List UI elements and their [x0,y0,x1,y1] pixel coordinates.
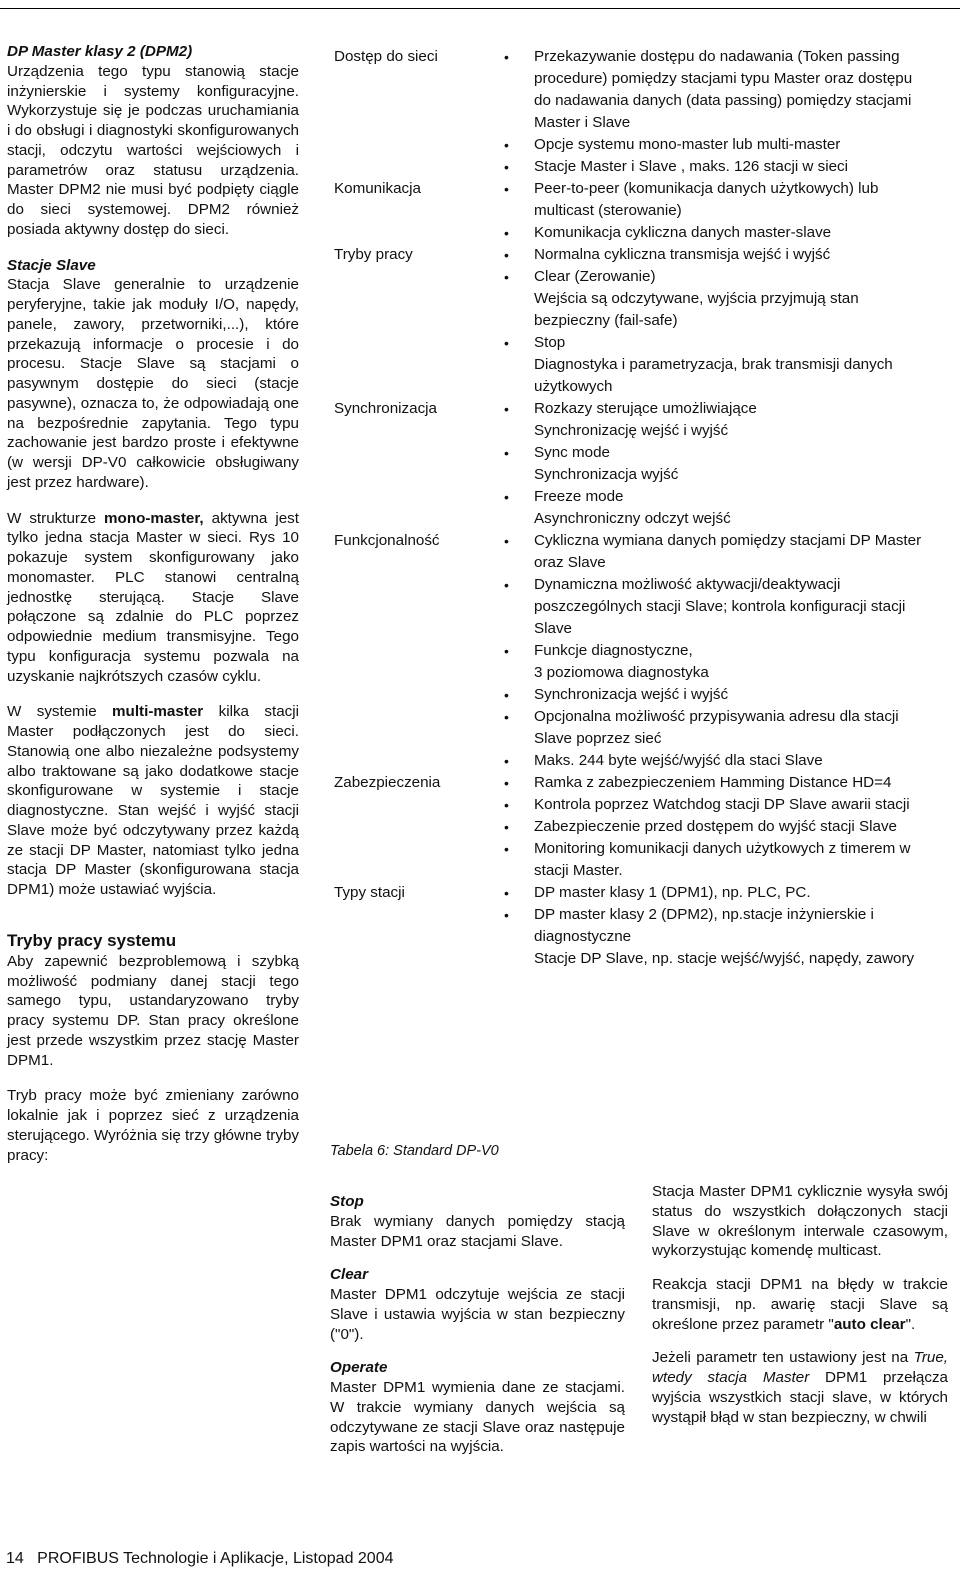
mono-bold: mono-master, [104,509,204,527]
clear-section [330,1265,625,1344]
bullet-icon: • [504,269,509,285]
bullet-subtext: Stacje DP Slave, np. stacje wejść/wyjść, napędy, zawory [534,950,915,967]
footer-text: PROFIBUS Technologie i Aplikacje, Listopad 2004 [37,1550,394,1567]
modes-text1: Aby zapewnić bezproblemową i szybką możliwość podmiany danej stacji tego samego typu, ustandaryzowano tryby pracy systemu DP. Stan pracy określone jest przede wszystkim przez stację Master DPM1. [7,952,299,1069]
spec-bullet-item [492,244,928,266]
right-paragraph-1 [652,1182,948,1261]
spec-items [492,882,928,970]
middle-column [330,1192,625,1471]
spec-bullet-item [492,222,928,244]
mono-post: aktywna jest tylko jedna stacja Master w sieci. Rys 10 pokazuje system skonfigurowany jako monomaster. PLC stanowi centralną jednostkę sterującą. Stacje Slave połączone są zdalnie do PLC poprzez odpowiednie medium transmisyjne. Tego typu konfiguracja systemu pozwala na uzyskanie najkrótszych czasów cyklu. [7,509,299,685]
bullet-icon: • [504,841,509,857]
multi-post: kilka stacji Master podłączonych jest do sieci. Stanowią one albo niezależne podsystemy albo traktowane są jako dodatkowe stacje skonfigurowane w systemie i stacje diagnostyczne. Stan wejść i wyjść stacji Slave może być odczytywany przez każdą ze stacji DP Master, natomiast tylko jedna stacja DP Master (skonfigurowana stacja DPM1) może ustawiać wyjścia. [7,703,299,898]
bullet-text: Ramka z zabezpieczeniem Hamming Distance HD=4 [534,774,892,791]
right-paragraph-3 [652,1348,948,1427]
spec-bullet-item [492,838,928,882]
spec-term: Tryby pracy [334,246,413,263]
left-column [7,42,299,1181]
bullet-subtext: Diagnostyka i parametryzacja, brak transmisji danych użytkowych [534,356,893,395]
dpm2-heading: DP Master klasy 2 (DPM2) [7,43,193,60]
spec-bullet-item [492,794,928,816]
bullet-subtext: Synchronizacja wyjść [534,466,679,483]
right-p2-post: ". [905,1315,916,1333]
bullet-text: Zabezpieczenie przed dostępem do wyjść stacji Slave [534,818,897,835]
bullet-text: Stacje Master i Slave , maks. 126 stacji w sieci [534,158,848,175]
bullet-icon: • [504,401,509,417]
spec-term: Zabezpieczenia [334,774,441,791]
modes-section [7,930,299,1071]
bullet-text: Kontrola poprzez Watchdog stacji DP Slave awarii stacji [534,796,910,813]
bullet-text: Monitoring komunikacji danych użytkowych z timerem w stacji Master. [534,840,911,879]
spec-bullet-item [492,156,928,178]
mono-pre: W strukturze [7,509,105,527]
spec-items [492,244,928,398]
spec-bullet-list [492,178,928,244]
bullet-icon: • [504,819,509,835]
bullet-icon: • [504,335,509,351]
spec-row [334,398,928,530]
bullet-icon: • [504,181,509,197]
operate-heading: Operate [330,1359,388,1377]
spec-bullet-item [492,772,928,794]
spec-bullet-item [492,398,928,442]
right-p1: Stacja Master DPM1 cyklicznie wysyła swój status do wszystkich dołączonych stacji Slave w określonym interwale czasowym, wykorzystując komendę multicast. [652,1183,948,1260]
bullet-text: Maks. 244 byte wejść/wyjść dla staci Slave [534,752,823,769]
spec-bullet-item [492,442,928,486]
stop-section [330,1192,625,1251]
dpm2-text: Urządzenia tego typu stanowią stacje inżynierskie i systemy konfiguracyjne. Wykorzystuje się je podczas uruchamiania i do obsługi i diagnostyki skonfigurowanych stacji, odczytu wartości wejściowych i parametrów oraz statusu urządzenia. Master DPM2 nie musi być podpięty ciągle do sieci systemowej. DPM2 również posiada aktywny dostęp do sieci. [7,62,299,238]
spec-bullet-item [492,640,928,684]
right-p3-italic: True, wtedy stacja Master [652,1349,948,1386]
bullet-icon: • [504,643,509,659]
page-number: 14 [6,1550,24,1567]
bullet-text: Opcje systemu mono-master lub multi-master [534,136,841,153]
spec-row [334,178,928,244]
bullet-icon: • [504,489,509,505]
spec-term: Typy stacji [334,884,405,901]
right-paragraph-2 [652,1275,948,1334]
spec-bullet-item [492,706,928,750]
spec-bullet-list [492,46,928,178]
spec-bullet-item [492,574,928,640]
slave-section [7,256,299,493]
bullet-icon: • [504,533,509,549]
spec-row [334,530,928,772]
bullet-icon: • [504,907,509,923]
bullet-icon: • [504,159,509,175]
bullet-text: Komunikacja cykliczna danych master-slave [534,224,832,241]
operate-section [330,1358,625,1457]
spec-items [492,178,928,244]
spec-row [334,46,928,178]
spec-items [492,46,928,178]
page-footer [6,1549,394,1570]
spec-bullet-list [492,772,928,882]
multi-bold: multi-master [112,703,204,721]
multi-master-paragraph [7,702,299,900]
spec-term: Komunikacja [334,180,421,197]
bullet-subtext: Synchronizację wejść i wyjść [534,422,729,439]
bullet-text: Opcjonalna możliwość przypisywania adresu dla stacji Slave poprzez sieć [534,708,899,747]
top-rule [0,8,960,9]
bullet-icon: • [504,577,509,593]
spec-bullet-item [492,816,928,838]
bullet-icon: • [504,885,509,901]
spec-table-body [334,46,928,970]
spec-bullet-list [492,398,928,530]
spec-bullet-item [492,266,928,332]
bullet-text: Normalna cykliczna transmisja wejść i wyjść [534,246,831,263]
spec-bullet-item [492,178,928,222]
bullet-icon: • [504,753,509,769]
bullet-text: Stop [534,334,566,351]
dpm2-section [7,42,299,240]
bullet-text: Funkcje diagnostyczne, [534,642,693,659]
bullet-text: Sync mode [534,444,610,461]
bullet-text: DP master klasy 1 (DPM1), np. PLC, PC. [534,884,811,901]
bullet-icon: • [504,445,509,461]
right-p2-pre: Reakcja stacji DPM1 na błędy w trakcie transmisji, np. awarię stacji Slave są określone przez parametr " [652,1276,948,1333]
modes-paragraph-2 [7,1086,299,1165]
modes-text2: Tryb pracy może być zmieniany zarówno lokalnie jak i poprzez sieć z urządzenia sterującego. Wyróżnia się trzy główne tryby pracy: [7,1087,299,1164]
slave-heading: Stacje Slave [7,256,96,274]
spec-bullet-item [492,332,928,398]
spec-items [492,772,928,882]
bullet-icon: • [504,797,509,813]
clear-text: Master DPM1 odczytuje wejścia ze stacji Slave i ustawia wyjścia w stan bezpieczny ("0"). [330,1286,625,1343]
bullet-text: Peer-to-peer (komunikacja danych użytkowych) lub multicast (sterowanie) [534,180,879,219]
spec-table [334,46,928,970]
bullet-icon: • [504,687,509,703]
bullet-text: Dynamiczna możliwość aktywacji/deaktywacji poszczególnych stacji Slave; kontrola konfiguracji stacji Slave [534,576,906,637]
spec-row [334,772,928,882]
spec-bullet-item [492,134,928,156]
spec-row [334,882,928,970]
bullet-icon: • [504,247,509,263]
modes-heading: Tryby pracy systemu [7,930,177,950]
spec-bullet-item [492,882,928,904]
right-column [652,1182,948,1441]
operate-text: Master DPM1 wymienia dane ze stacjami. W trakcie wymiany danych wejścia są odczytywane ze stacji Slave oraz następuje zapis wartości na wyjścia. [330,1379,625,1456]
bullet-text: Freeze mode [534,488,624,505]
stop-heading: Stop [330,1193,364,1210]
spec-bullet-list [492,882,928,970]
table-caption: Tabela 6: Standard DP-V0 [330,1143,499,1159]
spec-term: Dostęp do sieci [334,48,438,65]
spec-bullet-item [492,750,928,772]
bullet-icon: • [504,775,509,791]
spec-bullet-item [492,684,928,706]
bullet-subtext: Asynchroniczny odczyt wejść [534,510,731,527]
right-p3-post: DPM1 przełącza wyjścia wszystkich stacji slave, w których wystąpił błąd w stan bezpieczny, w chwili [652,1369,948,1426]
spec-bullet-item [492,904,928,970]
spec-bullet-list [492,530,928,772]
multi-pre: W systemie [7,703,113,721]
spec-term: Funkcjonalność [334,532,440,549]
bullet-text: Przekazywanie dostępu do nadawania (Token passing procedure) pomiędzy stacjami typu Master oraz dostępu do nadawania danych (data passing) pomiędzy stacjami Master i Slave [534,48,913,131]
clear-heading: Clear [330,1266,368,1284]
spec-bullet-item [492,486,928,530]
bullet-text: Rozkazy sterujące umożliwiające [534,400,757,417]
bullet-text: Synchronizacja wejść i wyjść [534,686,729,703]
spec-items [492,530,928,772]
mono-master-paragraph [7,509,299,687]
bullet-subtext: 3 poziomowa diagnostyka [534,664,709,681]
stop-text: Brak wymiany danych pomiędzy stacją Master DPM1 oraz stacjami Slave. [330,1212,625,1250]
spec-bullet-item [492,46,928,134]
spec-row [334,244,928,398]
bullet-icon: • [504,49,509,65]
bullet-text: Cykliczna wymiana danych pomiędzy stacjami DP Master oraz Slave [534,532,922,571]
auto-clear-term: auto clear [833,1315,906,1333]
spec-items [492,398,928,530]
bullet-text: Clear (Zerowanie) [534,268,656,285]
spec-bullet-item [492,530,928,574]
bullet-text: DP master klasy 2 (DPM2), np.stacje inżynierskie i diagnostyczne [534,906,874,945]
bullet-icon: • [504,709,509,725]
bullet-icon: • [504,225,509,241]
spec-bullet-list [492,244,928,398]
slave-text: Stacja Slave generalnie to urządzenie peryferyjne, takie jak moduły I/O, napędy, panele, zawory, przetworniki,...), które przekazują informacje o procesie i do procesu. Stacje Slave są stacjami o pasywnym dostępie do sieci (stacje pasywne), oznacza to, że odpowiadają one na bezpośrednie zapytania. Tego typu zachowanie jest bardzo proste i efektywne (w wersji DP-V0 całkowicie obsługiwany jest przez hardware). [7,276,299,491]
bullet-subtext: Wejścia są odczytywane, wyjścia przyjmują stan bezpieczny (fail-safe) [534,290,859,329]
right-p3-pre: Jeżeli parametr ten ustawiony jest na [652,1349,914,1367]
spec-term: Synchronizacja [334,400,437,417]
bullet-icon: • [504,137,509,153]
